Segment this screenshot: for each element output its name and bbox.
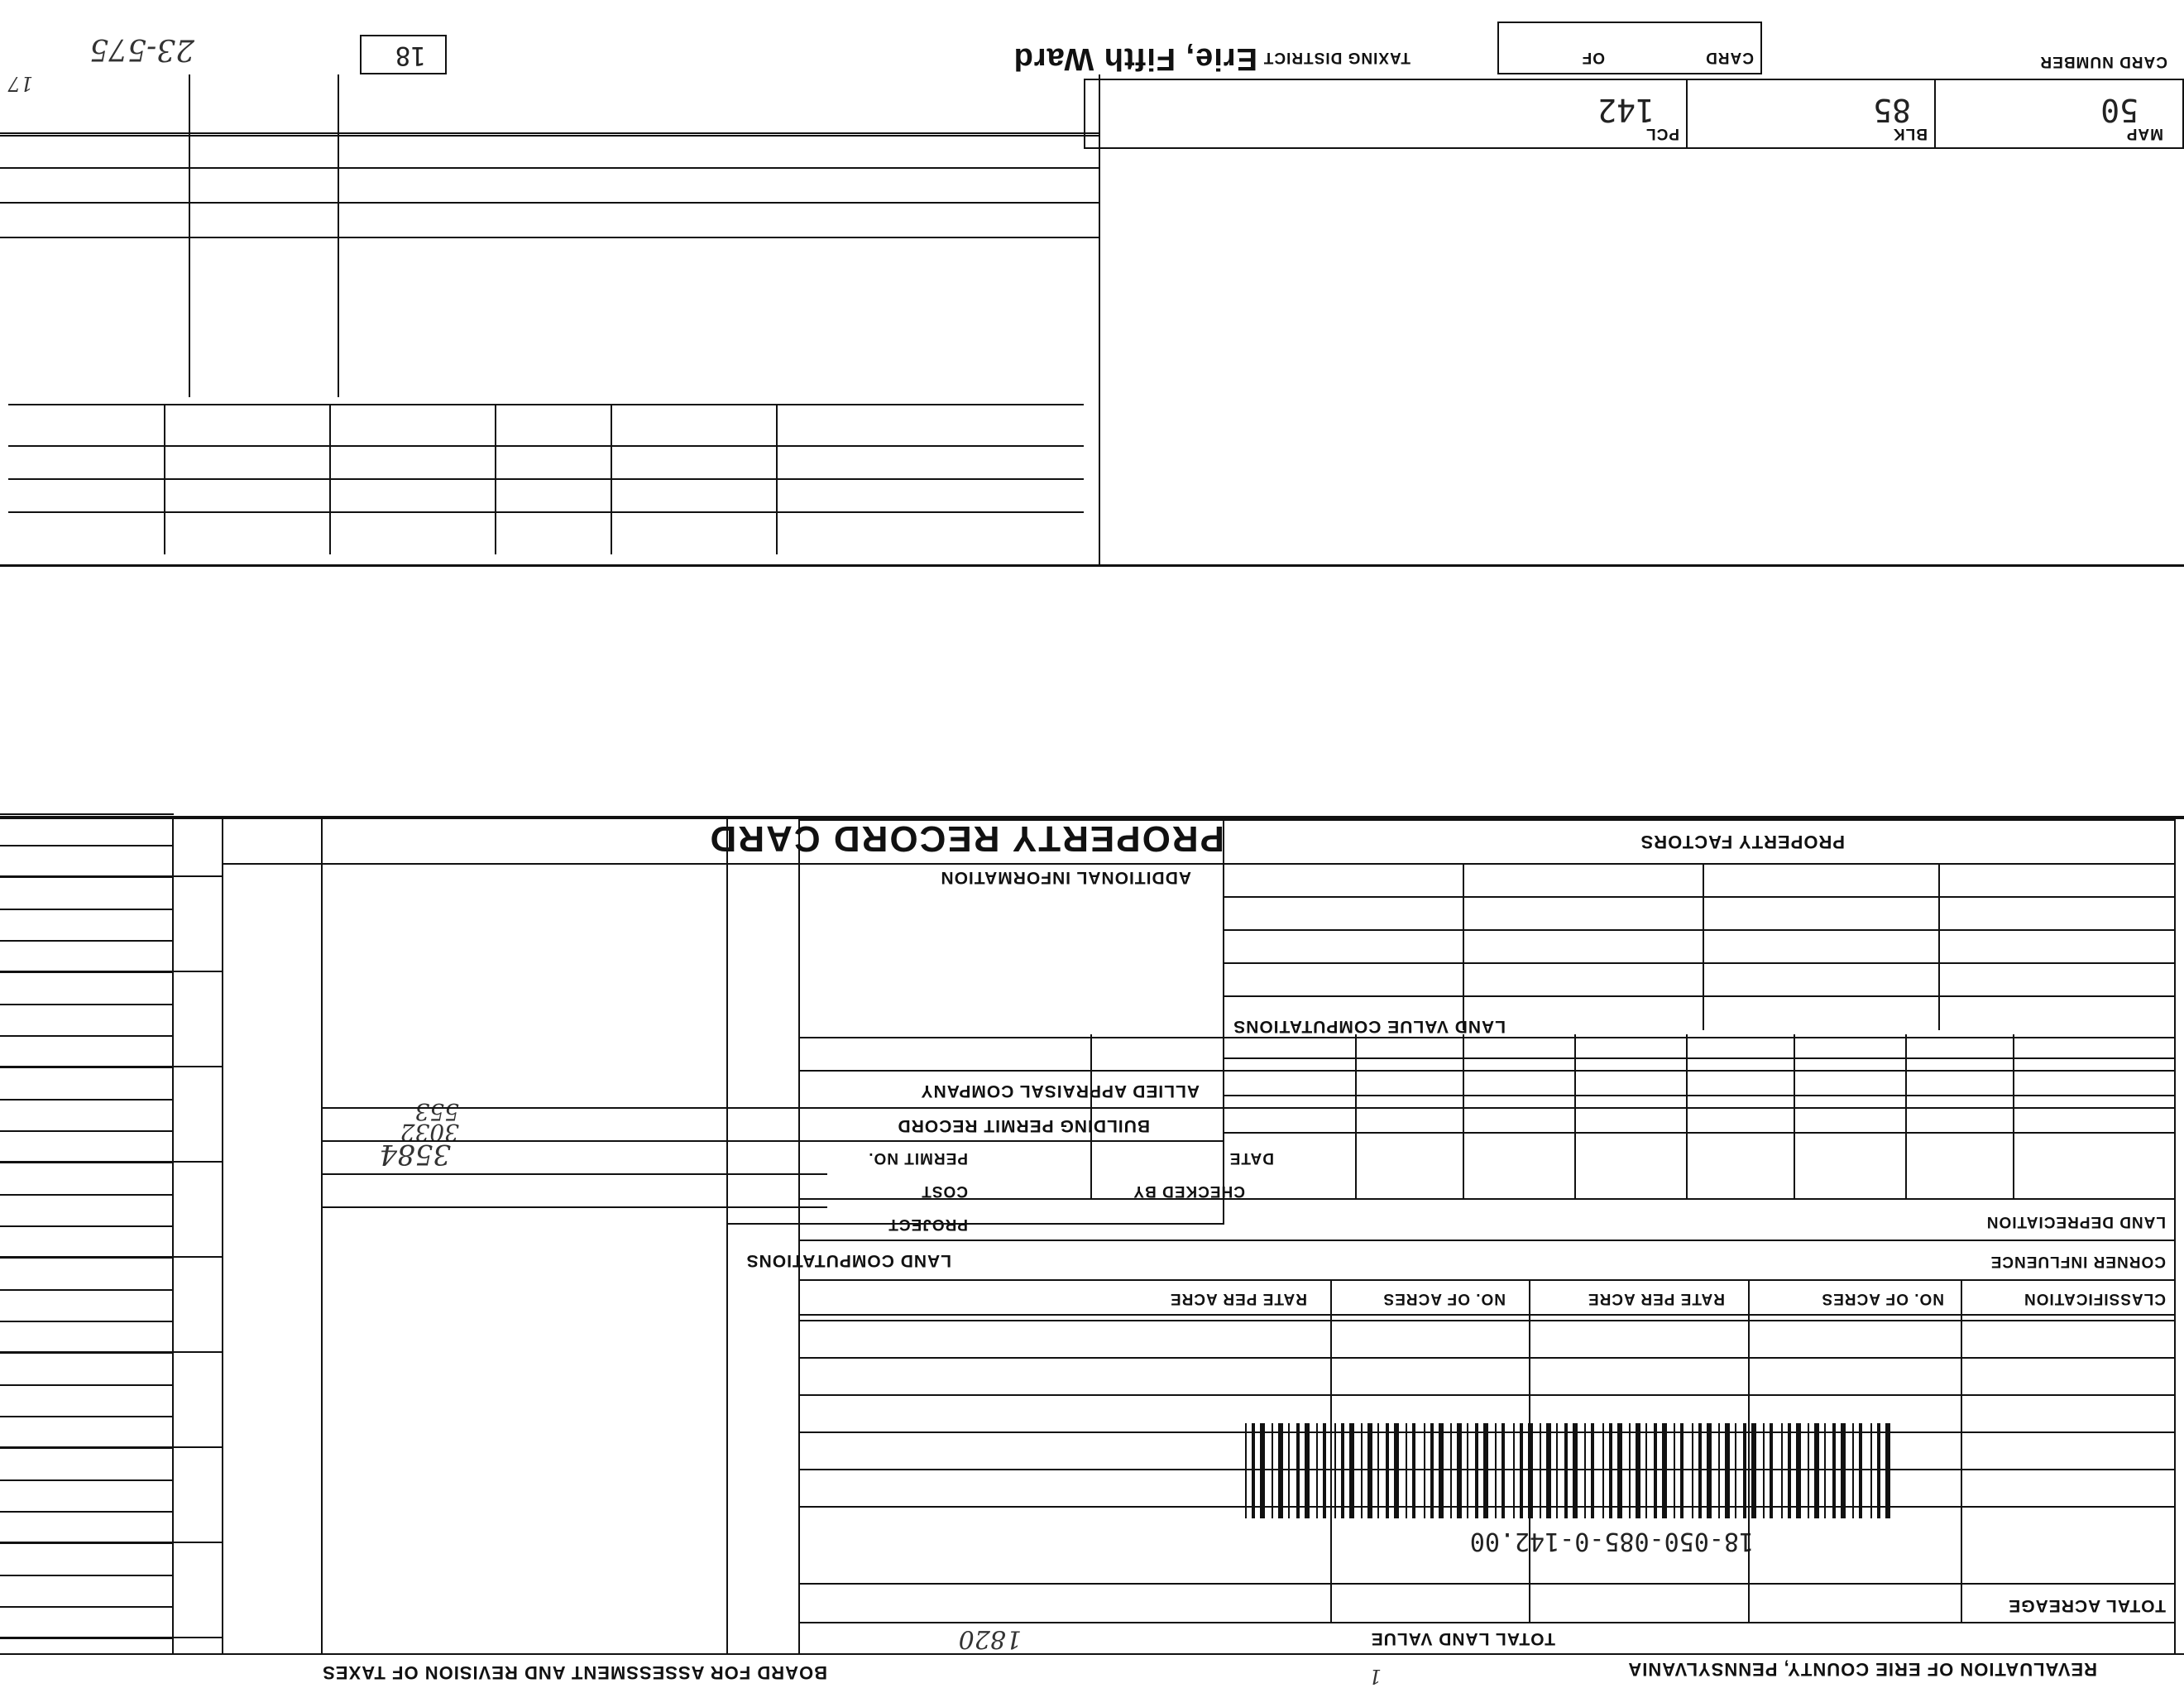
rule [1224, 896, 2176, 898]
lower-rule [0, 564, 2184, 567]
rule [0, 202, 1100, 204]
rule [1224, 962, 2176, 964]
corner-handwriting: 23-575 [89, 32, 194, 66]
taxing-district-label: TAXING DISTRICT [1262, 49, 1410, 66]
rule [0, 1606, 174, 1608]
rule [1574, 1034, 1576, 1200]
rule [8, 511, 1084, 513]
barcode-bar [1725, 1423, 1730, 1518]
rule [1330, 1281, 1332, 1316]
barcode-bar [1430, 1423, 1434, 1518]
rule [0, 1130, 174, 1132]
barcode-bar [1573, 1423, 1578, 1518]
rule [1463, 865, 1464, 1030]
barcode-bar [1698, 1423, 1702, 1518]
rule [1529, 1281, 1530, 1316]
rule [321, 819, 323, 1655]
rule [0, 1004, 174, 1005]
rule [798, 1070, 2176, 1072]
rule [1355, 1034, 1357, 1200]
rule [1463, 1034, 1464, 1200]
rule [0, 1099, 174, 1101]
map-label: MAP [2125, 125, 2163, 142]
barcode-bar [1278, 1423, 1283, 1518]
rule [0, 1256, 223, 1258]
barcode-bar [1788, 1423, 1791, 1518]
barcode-bar [1323, 1423, 1326, 1518]
rule [222, 819, 223, 1655]
rule [323, 1107, 1224, 1109]
corner-influence-label: CORNER INFLUENCE [1990, 1253, 2166, 1270]
rule [798, 1431, 2176, 1433]
barcode-bar [1386, 1423, 1389, 1518]
rule [1748, 1281, 1750, 1316]
barcode-bar [1394, 1423, 1399, 1518]
land-value-computations-title: LAND VALUE COMPUTATIONS [1233, 1017, 1506, 1036]
rule [172, 819, 174, 1655]
rule [323, 1206, 827, 1208]
rule [329, 405, 331, 554]
rule [1224, 863, 2176, 865]
barcode-bar [1412, 1423, 1415, 1518]
total-land-value-hand: 1820 [958, 1624, 1022, 1653]
rule [0, 971, 223, 972]
page-mark: 1 [1368, 1665, 1382, 1688]
taxing-district-value: Erie, Fifth Ward [1013, 41, 1257, 76]
rule [0, 1225, 174, 1227]
rule [798, 1037, 2176, 1038]
barcode-bar [1288, 1423, 1290, 1518]
rule [323, 1140, 1224, 1142]
rule [1961, 1316, 1962, 1623]
barcode-bar [1495, 1423, 1497, 1518]
acres-label: NO. OF ACRES [1821, 1290, 1944, 1307]
barcode-bar [1467, 1423, 1468, 1518]
barcode-bar [1841, 1423, 1846, 1518]
rule [1794, 1034, 1795, 1200]
barcode-bar [1770, 1423, 1773, 1518]
barcode-bar [1609, 1423, 1612, 1518]
barcode-bar [1877, 1423, 1880, 1518]
rule [0, 813, 174, 815]
rule [1529, 1316, 1530, 1623]
rule [189, 74, 190, 397]
rule [798, 1198, 2176, 1200]
project-label: PROJECT [888, 1216, 968, 1233]
rule [1748, 1316, 1750, 1623]
barcode-bar [1513, 1423, 1515, 1518]
total-acreage-label: TOTAL ACREAGE [2008, 1596, 2166, 1615]
rule [1938, 865, 1940, 1030]
barcode-bar [1245, 1423, 1247, 1518]
rule [0, 875, 223, 877]
rule [1224, 929, 2176, 931]
barcode-bar [1751, 1423, 1756, 1518]
rule [0, 1511, 174, 1513]
rule [611, 405, 612, 554]
barcode-bar [1808, 1423, 1809, 1518]
map-value: 50 [2100, 92, 2138, 128]
rule [0, 909, 174, 910]
barcode-bar [1341, 1423, 1344, 1518]
rule [0, 940, 174, 942]
permit-hand: 3584 [379, 1138, 451, 1171]
total-land-value-label: TOTAL LAND VALUE [1370, 1629, 1555, 1648]
rule [798, 1320, 2176, 1321]
rule [798, 1314, 2176, 1316]
record-card-title: PROPERTY RECORD CARD [708, 818, 1224, 859]
barcode-bar [1502, 1423, 1505, 1518]
barcode-bar [1735, 1423, 1736, 1518]
rule [8, 404, 1084, 405]
building-permit-label: BUILDING PERMIT RECORD [897, 1116, 1150, 1135]
rate-label: RATE PER ACRE [1587, 1290, 1725, 1307]
barcode-bar [1305, 1423, 1310, 1518]
rule [0, 1194, 174, 1196]
rule [798, 1622, 2176, 1623]
rule [0, 167, 1100, 169]
barcode-bar [1859, 1423, 1862, 1518]
rule [0, 132, 1100, 134]
rule [1905, 1034, 1907, 1200]
barcode-bar [1260, 1423, 1265, 1518]
cost-label: COST [921, 1182, 968, 1200]
rule [8, 478, 1084, 480]
barcode-bar [1629, 1423, 1631, 1518]
blk-value: 85 [1873, 92, 1911, 128]
rule [1224, 1057, 2176, 1059]
rule [2013, 1034, 2014, 1200]
barcode-bar [1475, 1423, 1478, 1518]
rule [726, 819, 728, 1655]
rule [0, 1542, 223, 1543]
barcode-bar [1824, 1423, 1826, 1518]
barcode-bar [1252, 1423, 1255, 1518]
rate-label-2: RATE PER ACRE [1169, 1290, 1307, 1307]
rule [338, 74, 339, 397]
barcode-bar [1870, 1423, 1872, 1518]
blk-label: BLK [1892, 125, 1928, 142]
barcode-bar [1645, 1423, 1647, 1518]
barcode-bar [1763, 1423, 1765, 1518]
rule [798, 1394, 2176, 1396]
barcode-bar [1602, 1423, 1604, 1518]
acres-label-2: NO. OF ACRES [1382, 1290, 1506, 1307]
barcode-bar [1852, 1423, 1854, 1518]
barcode-bar [1361, 1423, 1363, 1518]
rule [323, 1173, 827, 1175]
checked-by-label: CHECKED BY [1133, 1182, 1245, 1200]
barcode-bar [1540, 1423, 1541, 1518]
barcode-bar [1796, 1423, 1801, 1518]
barcode-bar [1564, 1423, 1568, 1518]
rule [1703, 865, 1704, 1030]
rule [0, 845, 174, 846]
rule [0, 1351, 223, 1353]
pcl-label: PCL [1645, 125, 1679, 142]
pcl-value: 142 [1597, 92, 1655, 128]
rule [1330, 1316, 1332, 1623]
rule [8, 445, 1084, 447]
rule [0, 1035, 174, 1037]
barcode-bar [1367, 1423, 1372, 1518]
card-label: CARD [1705, 49, 1754, 66]
rule [1223, 819, 1224, 1225]
rule [1961, 1281, 1962, 1316]
permit-no-label: PERMIT NO. [868, 1149, 968, 1167]
rule [798, 1357, 2176, 1359]
rule [1686, 79, 1688, 149]
barcode-bar [1316, 1423, 1318, 1518]
rule [728, 1223, 1224, 1225]
district-box-value: 18 [395, 41, 426, 70]
land-depreciation-label: LAND DEPRECIATION [1985, 1213, 2166, 1230]
rule [0, 1321, 174, 1322]
rule [776, 405, 778, 554]
appraisal-company-label: ALLIED APPRAISAL COMPANY [920, 1081, 1200, 1101]
rule [798, 1583, 2176, 1585]
barcode-bar [1377, 1423, 1379, 1518]
barcode-bar [1457, 1423, 1462, 1518]
rule [798, 1279, 2176, 1281]
barcode-bar [1546, 1423, 1551, 1518]
barcode-bar [1296, 1423, 1300, 1518]
rule [0, 1575, 174, 1576]
rule [798, 1240, 2176, 1241]
barcode-bar [1439, 1423, 1444, 1518]
rule [2174, 1034, 2176, 1200]
barcode-bar [1692, 1423, 1693, 1518]
rule [1224, 1095, 2176, 1096]
parcel-barcode [1237, 1423, 1890, 1518]
barcode-bar [1520, 1423, 1523, 1518]
rule [2174, 865, 2176, 1030]
barcode-bar [1662, 1423, 1667, 1518]
barcode-bar [1832, 1423, 1836, 1518]
barcode-bar [1743, 1423, 1746, 1518]
permit-hand-2: 3032 [400, 1119, 459, 1146]
barcode-bar [1591, 1423, 1594, 1518]
rule [0, 1066, 223, 1067]
rule [0, 1289, 174, 1291]
barcode-bar [1556, 1423, 1558, 1518]
permit-hand-3: 553 [414, 1098, 459, 1125]
rule [0, 1479, 174, 1481]
barcode-bar [1680, 1423, 1684, 1518]
rule [1084, 1107, 2176, 1109]
rule [0, 1384, 174, 1386]
barcode-bar [1654, 1423, 1657, 1518]
barcode-bar [1584, 1423, 1586, 1518]
barcode-bar [1814, 1423, 1819, 1518]
rule [0, 1161, 223, 1163]
rule [495, 405, 496, 554]
barcode-bar [1617, 1423, 1622, 1518]
rule [1224, 1132, 2176, 1134]
parcel-number: 18-050-085-0-142.00 [1469, 1527, 1754, 1556]
barcode-bar [1406, 1423, 1407, 1518]
board-title: BOARD FOR ASSESSMENT AND REVISION OF TAXES [322, 1662, 827, 1683]
rule [0, 237, 1100, 238]
property-factors-title: PROPERTY FACTORS [1640, 832, 1845, 852]
barcode-bar [1349, 1423, 1354, 1518]
rule [0, 1637, 223, 1638]
barcode-bar [1450, 1423, 1452, 1518]
barcode-bar [1483, 1423, 1488, 1518]
rule [223, 863, 1224, 865]
card-number-label: CARD NUMBER [2039, 53, 2167, 70]
rule [1224, 995, 2176, 997]
corner-small: 17 [7, 72, 33, 95]
revaluation-title: REVALUATION OF ERIE COUNTY, PENNSYLVANIA [1627, 1659, 2097, 1680]
barcode-bar [1334, 1423, 1336, 1518]
barcode-bar [1707, 1423, 1712, 1518]
barcode-bar [1718, 1423, 1720, 1518]
classification-label: CLASSIFICATION [2024, 1290, 2166, 1307]
barcode-bar [1885, 1423, 1890, 1518]
additional-info-label: ADDITIONAL INFORMATION [940, 868, 1191, 887]
rule [1934, 79, 1936, 149]
land-computations-label: LAND COMPUTATIONS [745, 1251, 951, 1270]
barcode-bar [1781, 1423, 1783, 1518]
rule [798, 1469, 2176, 1470]
barcode-bar [1272, 1423, 1273, 1518]
barcode-bar [1636, 1423, 1640, 1518]
rule [164, 405, 165, 554]
rule [0, 1446, 223, 1448]
date-label: DATE [1228, 1149, 1274, 1167]
of-label: OF [1581, 49, 1605, 66]
rule [0, 135, 1100, 137]
rule [0, 1416, 174, 1417]
barcode-bar [1424, 1423, 1425, 1518]
rule [1686, 1034, 1688, 1200]
rule [798, 1506, 2176, 1508]
barcode-bar [1674, 1423, 1675, 1518]
